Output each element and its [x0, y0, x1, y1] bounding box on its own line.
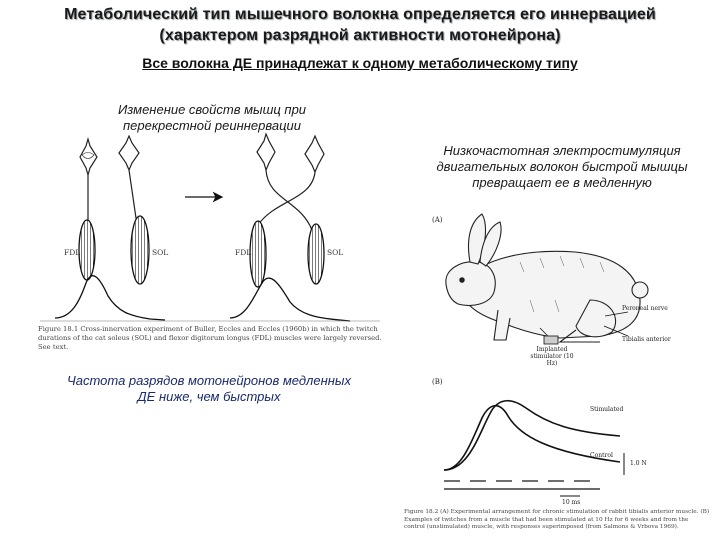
label-fdl-1: FDL	[64, 248, 81, 257]
cross-reinnervation-caption: Изменение свойств мышц при перекрестной реиннервации	[117, 102, 307, 133]
label-stimulated: Stimulated	[590, 406, 624, 413]
label-sol-2: SOL	[327, 248, 344, 257]
panel-b-label: (B)	[432, 378, 443, 386]
label-scale-force: 1.0 N	[630, 460, 647, 467]
figure-18-1-caption: Figure 18.1 Cross-innervation experiment of Buller, Eccles and Eccles (1960b) in which the twitch durations of the cat soleus (SOL) and flexor digitorum longus (FDL) muscles were largely reversed. See text.	[38, 325, 382, 351]
label-peroneal-nerve: Peroneal nerve	[622, 305, 668, 312]
rabbit-illustration	[446, 214, 648, 342]
label-scale-time: 10 ms	[562, 499, 581, 506]
page-title-line-2: (характером разрядной активности мотонейрона)	[159, 27, 561, 44]
discharge-frequency-caption: Частота разрядов мотонейронов медленных ДЕ ниже, чем быстрых	[66, 373, 351, 404]
label-sol-1: SOL	[152, 248, 169, 257]
label-implanted-stimulator: Implanted stimulator (10 Hz)	[530, 346, 574, 367]
label-tibialis-anterior: Tibialis anterior	[622, 336, 671, 343]
electrostimulation-caption: Низкочастотная электростимуляция двигательных волокон быстрой мышцы превращает ее в медленную	[436, 143, 688, 190]
page-subtitle: Все волокна ДЕ принадлежат к одному метаболическому типу	[142, 55, 578, 71]
panel-a-label: (A)	[432, 216, 443, 224]
figure-18-2-caption: Figure 18.2 (A) Experimental arrangement for chronic stimulation of rabbit tibialis anterior muscle. (B) Examples of twitches from a muscle that had been stimulated at 10 Hz for 6 weeks and from the control (unstimulated) muscle, with responses superimposed (from Salmons & Vrbova 1969).	[404, 509, 710, 530]
trace-control	[444, 406, 620, 470]
page-title: Метаболический тип мышечного волокна определяется его иннервацией	[64, 6, 656, 23]
label-fdl-2: FDL	[235, 248, 252, 257]
label-control: Control	[590, 452, 613, 459]
